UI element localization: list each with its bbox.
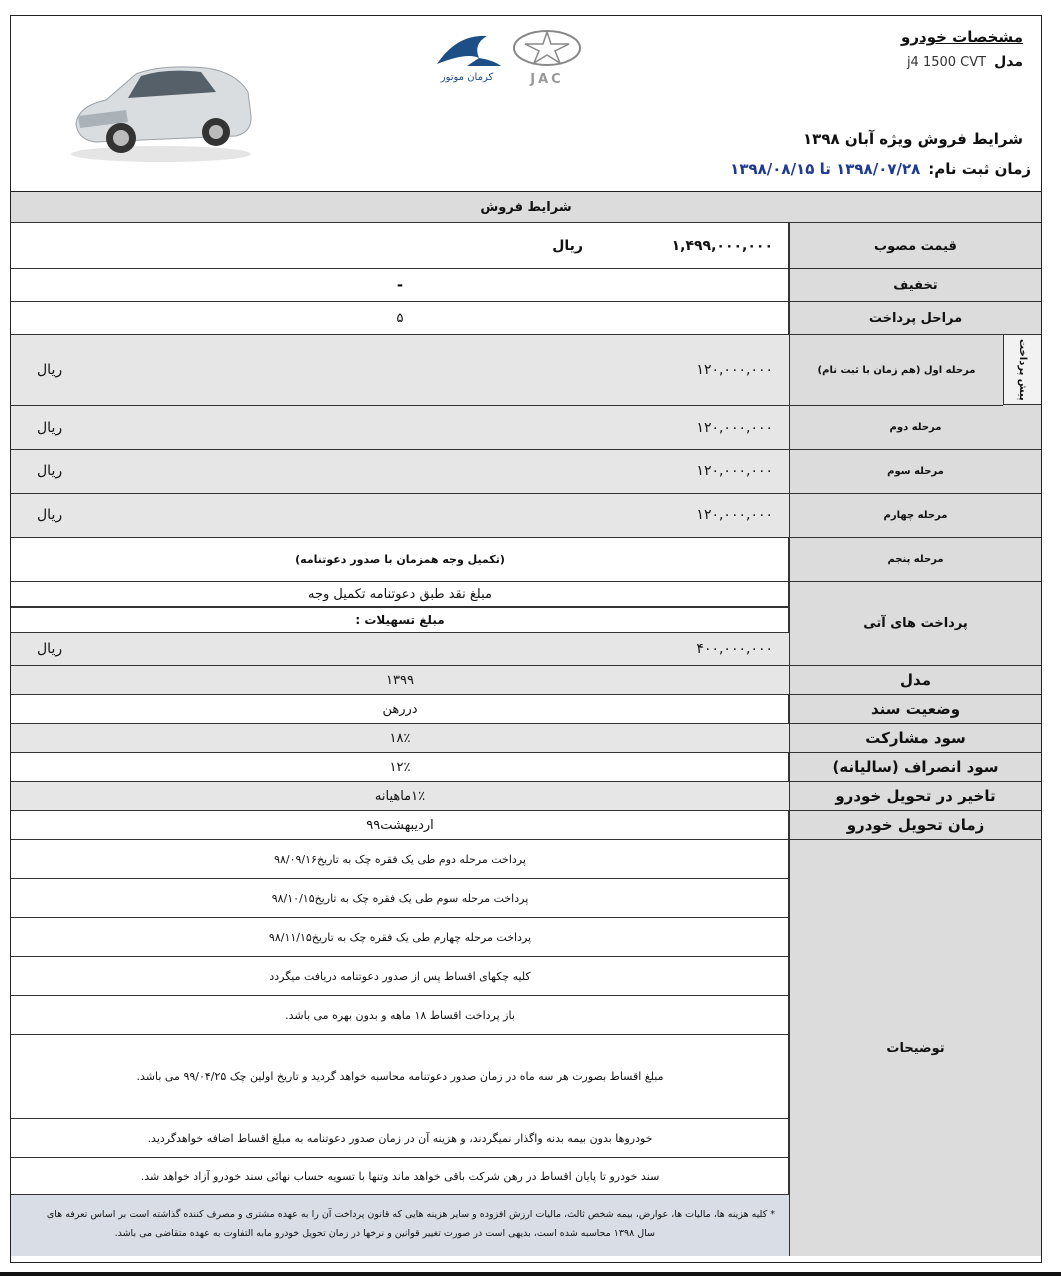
sales-conditions-sheet bbox=[10, 15, 1042, 1263]
dealer-logo-icon bbox=[427, 30, 507, 70]
price-unit: ریال bbox=[552, 238, 583, 254]
dealer-logo-text: کرمان موتور bbox=[440, 72, 494, 83]
future-line1: مبلغ نقد طبق دعوتنامه تکمیل وجه bbox=[308, 586, 492, 602]
footer-line2: سال ۱۳۹۸ محاسبه شده است، بدیهی است در صورت تغییر قوانین و نرخها در زمان تحویل خودرو مابه التفاوت به عهده متقاضی می باشد. bbox=[114, 1228, 655, 1239]
stage4-label: مرحله چهارم bbox=[883, 510, 948, 521]
note-item: پرداخت مرحله دوم طی یک فقره چک به تاریخ۹۸/۰۹/۱۶ bbox=[274, 852, 526, 866]
jac-logo-text: JAC bbox=[530, 72, 564, 87]
stage5-label: مرحله پنجم bbox=[887, 554, 944, 565]
stage5-value: (تکمیل وجه همزمان با صدور دعوتنامه) bbox=[295, 553, 505, 566]
delay-value: ۱٪ماهیانه bbox=[374, 788, 426, 804]
note-item: باز پرداخت اقساط ۱۸ ماهه و بدون بهره می باشد. bbox=[285, 1008, 515, 1022]
model-value: j4 1500 CVT bbox=[906, 55, 987, 70]
note-item: سند خودرو تا پایان اقساط در رهن شرکت باقی خواهد ماند وتنها با تسویه حساب نهائی سند خودرو آزاد خواهد شد. bbox=[140, 1169, 660, 1183]
stage1-value: ۱۲۰,۰۰۰,۰۰۰ bbox=[696, 362, 773, 378]
future-value: ۴۰۰,۰۰۰,۰۰۰ bbox=[696, 641, 773, 657]
note-item: پرداخت مرحله سوم طی یک فقره چک به تاریخ۹۸/۱۰/۱۵ bbox=[271, 891, 529, 905]
delivery-label: زمان تحویل خودرو bbox=[846, 816, 985, 834]
stage4-value: ۱۲۰,۰۰۰,۰۰۰ bbox=[696, 507, 773, 523]
stage1-unit: ریال bbox=[37, 362, 63, 378]
spec-title: مشخصات خودرو bbox=[901, 28, 1023, 46]
stage3-label: مرحله سوم bbox=[887, 466, 944, 477]
future-line2: مبلغ تسهیلات : bbox=[355, 613, 445, 627]
stage3-unit: ریال bbox=[37, 463, 63, 479]
registration-label: زمان ثبت نام: bbox=[928, 160, 1031, 178]
footer-line1: * کلیه هزینه ها، مالیات ها، عوارض، بیمه شخص ثالث، مالیات ارزش افزوده و سایر هزینه هایی که قانون پرداخت آن را به عهده مشتری و مصرف کننده گذاشته است بر اساس تعرفه های bbox=[46, 1209, 775, 1220]
model-year-label: مدل bbox=[900, 671, 931, 689]
car-image bbox=[66, 46, 256, 166]
stage2-value: ۱۲۰,۰۰۰,۰۰۰ bbox=[696, 420, 773, 436]
jac-logo bbox=[511, 28, 583, 88]
model-label: مدل bbox=[994, 54, 1023, 70]
stage2-label: مرحله دوم bbox=[889, 422, 942, 433]
bottom-rule bbox=[0, 1272, 1061, 1276]
doc-status-value: دررهن bbox=[382, 701, 418, 717]
delivery-value: اردیبهشت۹۹ bbox=[366, 817, 434, 833]
registration-dates: ۱۳۹۸/۰۷/۲۸ تا ۱۳۹۸/۰۸/۱۵ bbox=[730, 160, 921, 178]
stages-value: ۵ bbox=[396, 310, 404, 326]
stage1-label: مرحله اول (هم زمان با ثبت نام) bbox=[817, 364, 976, 376]
future-unit: ریال bbox=[37, 641, 63, 657]
cancel-profit-value: ۱۲٪ bbox=[389, 759, 411, 775]
section-title: شرایط فروش bbox=[11, 192, 1041, 222]
cancel-profit-label: سود انصراف (سالیانه) bbox=[832, 758, 999, 776]
jac-star-icon bbox=[511, 28, 583, 68]
stage2-unit: ریال bbox=[37, 420, 63, 436]
prepay-label bbox=[1003, 335, 1041, 405]
future-label: پرداخت های آتی bbox=[863, 616, 968, 631]
model-year-value: ۱۳۹۹ bbox=[386, 672, 414, 688]
sale-title: شرایط فروش ویژه آبان ۱۳۹۸ bbox=[803, 130, 1023, 148]
registration-line bbox=[730, 160, 1031, 178]
stages-label: مراحل پرداخت bbox=[868, 310, 963, 326]
notes-label: توضیحات bbox=[886, 1040, 945, 1056]
dealer-logo bbox=[427, 30, 507, 86]
note-item: کلیه چکهای اقساط پس از صدور دعوتنامه دریافت میگردد bbox=[269, 969, 531, 983]
model-line bbox=[907, 54, 1023, 70]
note-item: پرداخت مرحله چهارم طی یک فقره چک به تاریخ۹۸/۱۱/۱۵ bbox=[268, 930, 532, 944]
stage3-value: ۱۲۰,۰۰۰,۰۰۰ bbox=[696, 463, 773, 479]
profit-label: سود مشارکت bbox=[865, 729, 966, 747]
doc-status-label: وضعیت سند bbox=[870, 700, 961, 718]
car-icon bbox=[66, 46, 256, 166]
price-label: قیمت مصوب bbox=[874, 238, 957, 254]
stage4-unit: ریال bbox=[37, 507, 63, 523]
discount-label: تخفیف bbox=[893, 277, 938, 293]
footer-note bbox=[11, 1195, 789, 1256]
prepay-text: پیش پرداخت bbox=[1017, 338, 1028, 401]
note-item: خودروها بدون بیمه بدنه واگذار نمیگردند، و هزینه آن در زمان صدور دعوتنامه به مبلغ اقساط اضافه خواهدگردید. bbox=[147, 1131, 653, 1145]
header-section bbox=[11, 16, 1041, 191]
discount-value: - bbox=[396, 276, 404, 294]
note-item: مبلغ اقساط بصورت هر سه ماه در زمان صدور دعوتنامه محاسبه خواهد گردید و تاریخ اولین چک ۹۹/۰۴/۲۵ می باشد. bbox=[136, 1070, 664, 1083]
profit-value: ۱۸٪ bbox=[389, 730, 411, 746]
price-value: ۱,۴۹۹,۰۰۰,۰۰۰ bbox=[671, 238, 773, 254]
delay-label: تاخیر در تحویل خودرو bbox=[835, 787, 996, 805]
